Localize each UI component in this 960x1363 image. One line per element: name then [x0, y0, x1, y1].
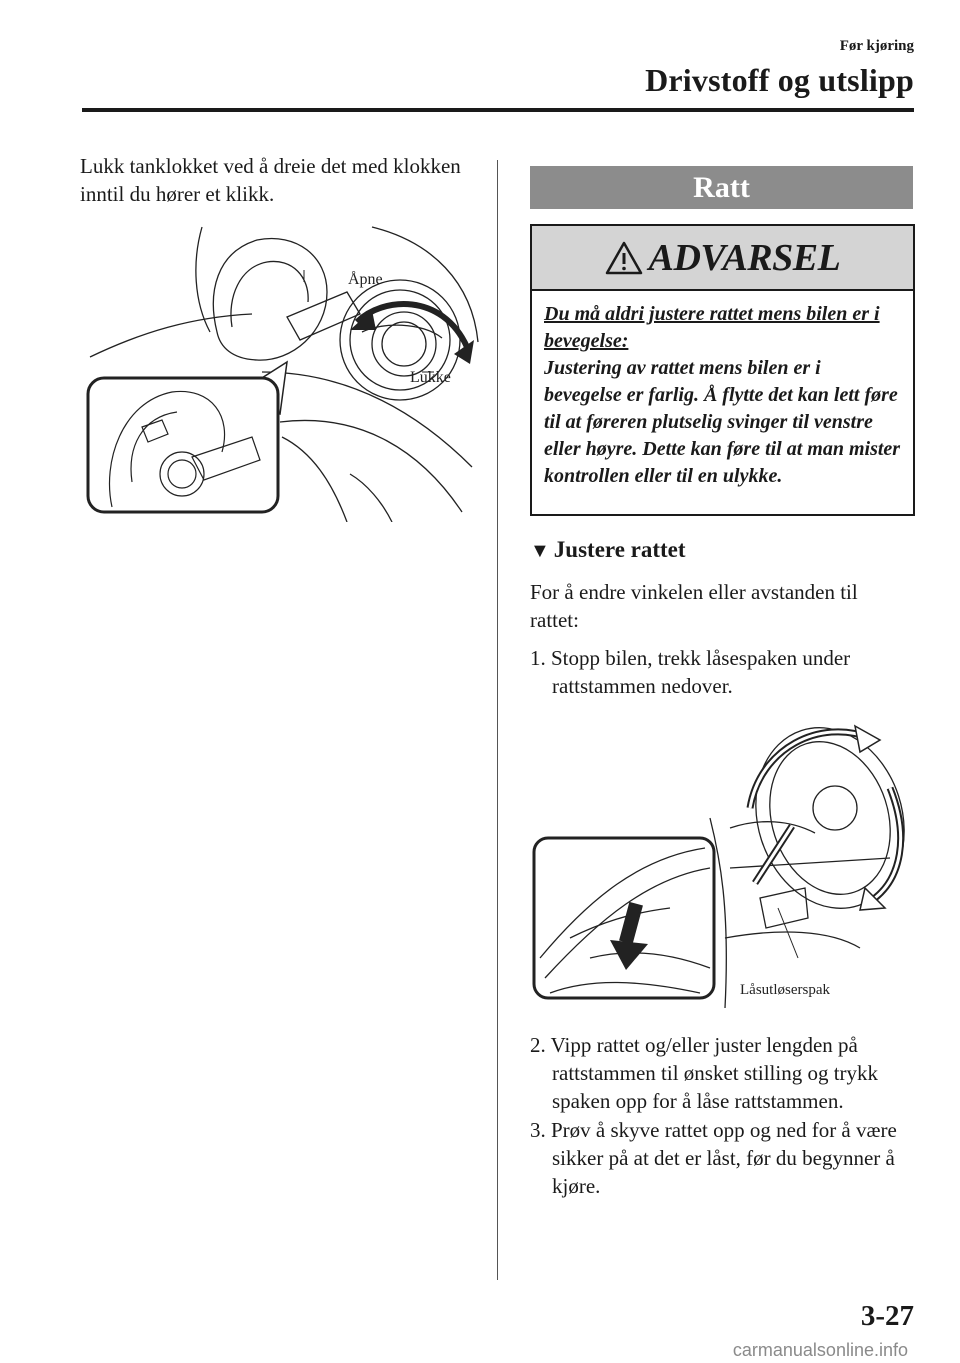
step-1: 1. Stopp bilen, trekk låsespaken under rattstammen nedover.	[530, 646, 851, 698]
warning-title: ADVARSEL	[648, 236, 841, 279]
fuel-cap-illustration	[82, 222, 480, 522]
warning-box	[530, 224, 915, 516]
page-title: Drivstoff og utslipp	[645, 62, 914, 98]
warning-text: Justering av rattet mens bilen er i bevegelse er farlig. Å flytte det kan lett føre til at føreren plutselig svinger til venstre eller høyre. Dette kan føre til at man mister kontrollen eller til en ulykke.	[544, 357, 901, 487]
warning-header	[532, 226, 913, 291]
label-open: Åpne	[348, 271, 383, 288]
subsection-title: Justere rattet	[553, 537, 686, 562]
page-number: 3-27	[860, 1300, 914, 1332]
label-close: Lukke	[410, 369, 451, 386]
steering-adjust-illustration	[530, 708, 910, 1008]
header-rule	[82, 108, 914, 112]
header-section-label: Før kjøring	[839, 38, 914, 54]
step-3: 3. Prøv å skyve rattet opp og ned for å være sikker på at det er låst, før du begynner å kjøre.	[530, 1118, 897, 1198]
subsection-heading	[530, 537, 686, 563]
intro-paragraph: For å endre vinkelen eller avstanden til rattet:	[530, 580, 858, 632]
warning-body	[532, 291, 913, 490]
column-divider	[497, 160, 498, 1280]
section-title-ratt: Ratt	[530, 166, 913, 209]
triangle-marker-icon: ▼	[530, 540, 550, 562]
warning-triangle-icon	[605, 241, 643, 275]
warning-lead: Du må aldri justere rattet mens bilen er i bevegelse:	[544, 303, 880, 352]
watermark: carmanualsonline.info	[732, 1340, 908, 1360]
fuel-cap-instruction: Lukk tanklokket ved å dreie det med klokken inntil du hører et klikk.	[80, 154, 461, 206]
label-lever: Låsutløserspak	[740, 982, 830, 998]
step-2: 2. Vipp rattet og/eller juster lengden på rattstammen til ønsket stilling og trykk spaken opp for å låse rattstammen.	[530, 1033, 879, 1113]
